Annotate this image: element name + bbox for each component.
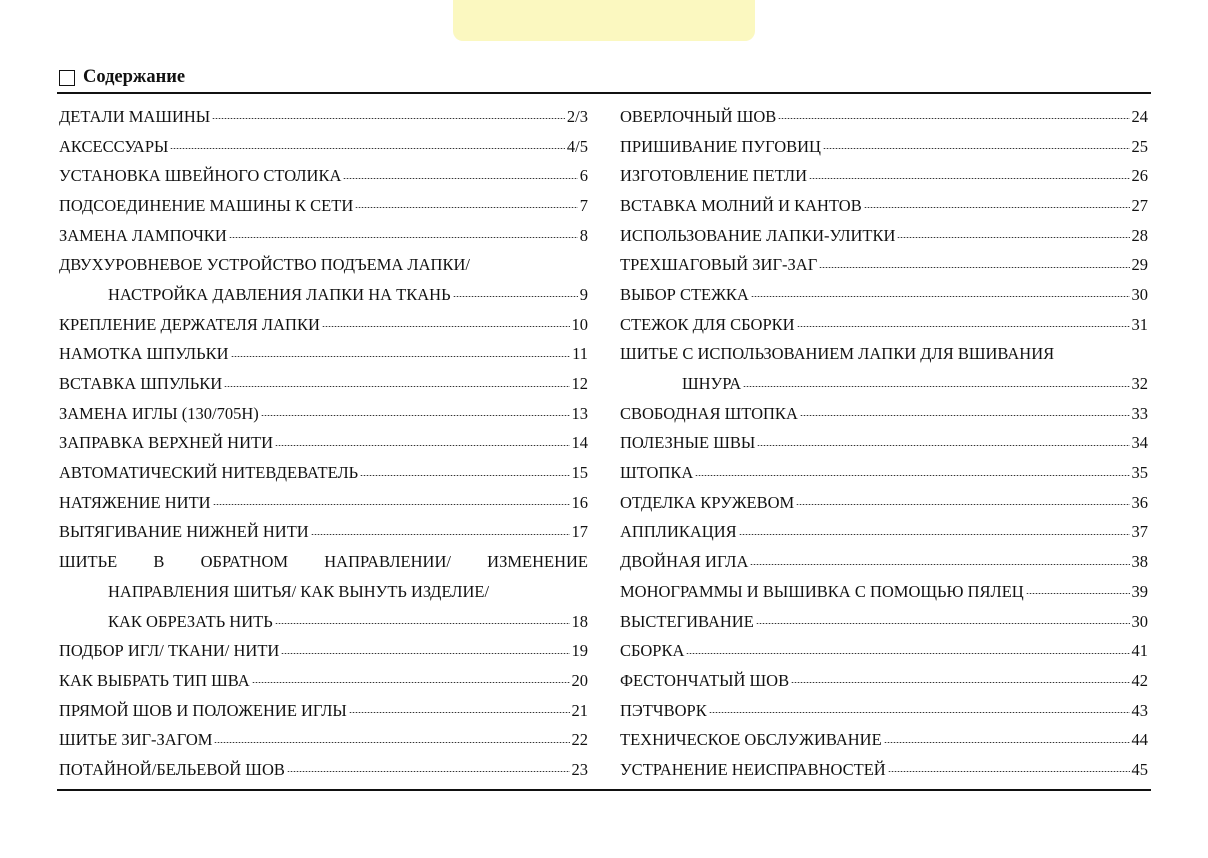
dot-leader <box>819 267 1129 268</box>
toc-entry[interactable] <box>620 399 1148 429</box>
dot-leader <box>750 564 1129 565</box>
dot-leader <box>897 237 1129 238</box>
dot-leader <box>791 682 1129 683</box>
checkbox-square-icon <box>59 70 75 86</box>
toc-entry-page: 33 <box>1131 403 1148 423</box>
page-title: Содержание <box>83 66 186 87</box>
toc-entry-page: 23 <box>571 759 588 779</box>
toc-entry[interactable] <box>620 607 1148 637</box>
toc-entry-page: 19 <box>571 641 588 661</box>
toc-entry-page: 11 <box>572 344 588 364</box>
toc-entry-label: ТЕХНИЧЕСКОЕ ОБСЛУЖИВАНИЕ <box>620 730 882 750</box>
toc-entry-page: 4/5 <box>566 136 588 156</box>
toc-entry-page: 30 <box>1131 611 1148 631</box>
toc-entry[interactable] <box>59 161 588 191</box>
toc-entry-label: ОВЕРЛОЧНЫЙ ШОВ <box>620 106 777 126</box>
toc-entry[interactable] <box>59 636 588 666</box>
toc-entry[interactable] <box>620 280 1148 310</box>
dot-leader <box>229 237 578 238</box>
toc-entry-page: 35 <box>1131 463 1148 483</box>
toc-entry-label: УСТАНОВКА ШВЕЙНОГО СТОЛИКА <box>59 166 342 186</box>
dot-leader <box>823 148 1130 149</box>
dot-leader <box>355 207 577 208</box>
toc-entry-page: 13 <box>571 403 588 423</box>
toc-entry[interactable] <box>620 340 1148 370</box>
toc-entry[interactable] <box>620 488 1148 518</box>
toc-entry-label: ОТДЕЛКА КРУЖЕВОМ <box>620 492 795 512</box>
toc-entry-page: 9 <box>579 284 588 304</box>
toc-entry[interactable] <box>59 696 588 726</box>
toc-entry-label: ИСПОЛЬЗОВАНИЕ ЛАПКИ-УЛИТКИ <box>620 225 896 245</box>
dot-leader <box>311 534 570 535</box>
dot-leader <box>261 415 570 416</box>
contents-heading <box>59 65 185 89</box>
dot-leader <box>214 742 569 743</box>
dot-leader <box>231 356 571 357</box>
toc-entry-page: 36 <box>1131 492 1148 512</box>
toc-entry[interactable] <box>59 132 588 162</box>
dot-leader <box>170 148 565 149</box>
toc-entry-label: ВСТАВКА ШПУЛЬКИ <box>59 374 223 394</box>
toc-entry-page: 45 <box>1131 759 1148 779</box>
dot-leader <box>224 386 569 387</box>
toc-entry[interactable] <box>620 666 1148 696</box>
toc-entry-page: 17 <box>571 522 588 542</box>
toc-entry-page: 16 <box>571 492 588 512</box>
toc-entry[interactable] <box>59 666 588 696</box>
toc-entry[interactable] <box>620 102 1148 132</box>
dot-leader <box>757 445 1129 446</box>
toc-entry[interactable] <box>59 429 588 459</box>
toc-entry[interactable] <box>59 340 588 370</box>
toc-entry-label: ВСТАВКА МОЛНИЙ И КАНТОВ <box>620 195 862 215</box>
toc-entry-label: СТЕЖОК ДЛЯ СБОРКИ <box>620 314 795 334</box>
toc-entry[interactable] <box>620 221 1148 251</box>
toc-entry-page: 34 <box>1131 433 1148 453</box>
toc-entry-label: ШИТЬЕ ЗИГ-ЗАГОМ <box>59 730 213 750</box>
toc-entry-label: ШНУРА <box>682 374 742 394</box>
toc-entry-label: НАМОТКА ШПУЛЬКИ <box>59 344 229 364</box>
toc-entry-label: ПОДСОЕДИНЕНИЕ МАШИНЫ К СЕТИ <box>59 195 354 215</box>
dot-leader <box>252 682 570 683</box>
dot-leader <box>695 475 1129 476</box>
toc-entry[interactable] <box>59 369 588 399</box>
toc-entry-label: СБОРКА <box>620 641 685 661</box>
dot-leader <box>756 623 1130 624</box>
toc-entry[interactable] <box>620 369 1148 399</box>
toc-entry[interactable] <box>59 458 588 488</box>
toc-entry-label: ВЫСТЕГИВАНИЕ <box>620 611 754 631</box>
toc-entry-page: 14 <box>571 433 588 453</box>
toc-entry-page: 42 <box>1131 670 1148 690</box>
toc-entry-page: 39 <box>1131 581 1148 601</box>
toc-entry[interactable] <box>620 696 1148 726</box>
toc-entry-label: ДВОЙНАЯ ИГЛА <box>620 552 749 572</box>
dot-leader <box>751 296 1130 297</box>
toc-entry-page: 27 <box>1131 195 1148 215</box>
toc-entry-label: ПРЯМОЙ ШОВ И ПОЛОЖЕНИЕ ИГЛЫ <box>59 700 347 720</box>
toc-entry-label: НАПРАВЛЕНИЯ ШИТЬЯ/ КАК ВЫНУТЬ ИЗДЕЛИЕ/ <box>108 581 490 601</box>
toc-entry-label: МОНОГРАММЫ И ВЫШИВКА С ПОМОЩЬЮ ПЯЛЕЦ <box>620 581 1024 601</box>
toc-entry-page: 12 <box>571 374 588 394</box>
toc-entry-label: КАК ОБРЕЗАТЬ НИТЬ <box>108 611 273 631</box>
toc-entry-label: СВОБОДНАЯ ШТОПКА <box>620 403 798 423</box>
toc-entry-page: 44 <box>1131 730 1148 750</box>
toc-entry-label: ВЫБОР СТЕЖКА <box>620 284 749 304</box>
toc-entry-page: 8 <box>579 225 588 245</box>
dot-leader <box>809 178 1129 179</box>
toc-entry-page: 21 <box>571 700 588 720</box>
toc-entry[interactable] <box>620 161 1148 191</box>
toc-entry[interactable] <box>59 607 588 637</box>
dot-leader <box>281 653 569 654</box>
toc-entry-page: 37 <box>1131 522 1148 542</box>
toc-entry-label: АВТОМАТИЧЕСКИЙ НИТЕВДЕВАТЕЛЬ <box>59 463 359 483</box>
dot-leader <box>709 712 1130 713</box>
toc-entry[interactable] <box>620 429 1148 459</box>
toc-entry-label: АКСЕССУАРЫ <box>59 136 169 156</box>
toc-entry[interactable] <box>620 518 1148 548</box>
dot-leader <box>739 534 1130 535</box>
dot-leader <box>360 475 569 476</box>
toc-entry-label: ШТОПКА <box>620 463 694 483</box>
toc-entry[interactable] <box>59 280 588 310</box>
dot-leader <box>213 504 570 505</box>
toc-entry[interactable] <box>620 755 1148 785</box>
toc-entry-label: ПЭТЧВОРК <box>620 700 707 720</box>
toc-entry[interactable] <box>59 518 588 548</box>
toc-entry[interactable] <box>59 191 588 221</box>
toc-entry-label: УСТРАНЕНИЕ НЕИСПРАВНОСТЕЙ <box>620 759 886 779</box>
dot-leader <box>797 326 1130 327</box>
toc-entry-label: АППЛИКАЦИЯ <box>620 522 737 542</box>
toc-entry-page: 6 <box>579 166 588 186</box>
toc-entry-label: КАК ВЫБРАТЬ ТИП ШВА <box>59 670 250 690</box>
dot-leader <box>322 326 570 327</box>
toc-entry-label: НАСТРОЙКА ДАВЛЕНИЯ ЛАПКИ НА ТКАНЬ <box>108 284 451 304</box>
toc-entry-page: 30 <box>1131 284 1148 304</box>
dot-leader <box>884 742 1130 743</box>
toc-entry-label: КРЕПЛЕНИЕ ДЕРЖАТЕЛЯ ЛАПКИ <box>59 314 320 334</box>
toc-entry-label: ЗАПРАВКА ВЕРХНЕЙ НИТИ <box>59 433 274 453</box>
toc-entry[interactable] <box>620 725 1148 755</box>
toc-entry[interactable] <box>59 399 588 429</box>
bottom-divider <box>57 789 1151 791</box>
dot-leader <box>743 386 1129 387</box>
toc-entry[interactable] <box>59 725 588 755</box>
dot-leader <box>888 771 1130 772</box>
toc-entry-page: 15 <box>571 463 588 483</box>
toc-entry-page: 28 <box>1131 225 1148 245</box>
dot-leader <box>796 504 1129 505</box>
dot-leader <box>864 207 1130 208</box>
toc-entry-page: 2/3 <box>566 106 588 126</box>
toc-entry-label: ТРЕХШАГОВЫЙ ЗИГ-ЗАГ <box>620 255 818 275</box>
toc-entry-label: ПРИШИВАНИЕ ПУГОВИЦ <box>620 136 821 156</box>
toc-entry[interactable] <box>59 102 588 132</box>
dot-leader <box>800 415 1130 416</box>
toc-entry-label: ПОДБОР ИГЛ/ ТКАНИ/ НИТИ <box>59 641 280 661</box>
toc-entry-page: 18 <box>571 611 588 631</box>
dot-leader <box>453 296 578 297</box>
dot-leader <box>275 445 569 446</box>
toc-entry-page: 31 <box>1131 314 1148 334</box>
toc-entry[interactable] <box>620 636 1148 666</box>
toc-entry-label: ФЕСТОНЧАТЫЙ ШОВ <box>620 670 790 690</box>
toc-entry-label: ЗАМЕНА ЛАМПОЧКИ <box>59 225 227 245</box>
toc-entry-page: 38 <box>1131 552 1148 572</box>
toc-entry-page: 20 <box>571 670 588 690</box>
toc-entry-label: ВЫТЯГИВАНИЕ НИЖНЕЙ НИТИ <box>59 522 309 542</box>
toc-entry-label: НАТЯЖЕНИЕ НИТИ <box>59 492 211 512</box>
toc-entry-label: ЗАМЕНА ИГЛЫ (130/705H) <box>59 403 259 423</box>
toc-entry-page: 41 <box>1131 641 1148 661</box>
dot-leader <box>287 771 570 772</box>
toc-entry-page: 26 <box>1131 166 1148 186</box>
toc-entry-label: ДЕТАЛИ МАШИНЫ <box>59 106 211 126</box>
toc-entry-page: 25 <box>1131 136 1148 156</box>
toc-entry[interactable] <box>59 310 588 340</box>
toc-entry-label: ДВУХУРОВНЕВОЕ УСТРОЙСТВО ПОДЪЕМА ЛАПКИ/ <box>59 255 470 275</box>
top-divider <box>57 92 1151 94</box>
toc-entry[interactable] <box>59 250 588 280</box>
toc-entry-label: ПОТАЙНОЙ/БЕЛЬЕВОЙ ШОВ <box>59 759 285 779</box>
toc-entry[interactable] <box>620 310 1148 340</box>
toc-entry-label: ПОЛЕЗНЫЕ ШВЫ <box>620 433 756 453</box>
dot-leader <box>778 118 1129 119</box>
toc-entry-page: 22 <box>571 730 588 750</box>
toc-entry-page: 24 <box>1131 106 1148 126</box>
dot-leader <box>275 623 570 624</box>
dot-leader <box>212 118 565 119</box>
toc-entry[interactable] <box>620 547 1148 577</box>
toc-right-column <box>620 102 1148 785</box>
toc-entry[interactable] <box>59 755 588 785</box>
toc-entry[interactable] <box>620 458 1148 488</box>
toc-entry[interactable] <box>59 547 588 577</box>
dot-leader <box>343 178 577 179</box>
toc-entry[interactable] <box>59 577 588 607</box>
dot-leader <box>1026 593 1130 594</box>
dot-leader <box>349 712 570 713</box>
toc-entry-page: 10 <box>571 314 588 334</box>
toc-entry-label: ШИТЬЕ С ИСПОЛЬЗОВАНИЕМ ЛАПКИ ДЛЯ ВШИВАНИЯ <box>620 344 1055 364</box>
note-tab <box>453 0 755 41</box>
toc-entry-page: 7 <box>579 195 588 215</box>
toc-entry[interactable] <box>59 488 588 518</box>
toc-entry-page: 43 <box>1131 700 1148 720</box>
toc-entry-page: 29 <box>1131 255 1148 275</box>
toc-entry[interactable] <box>620 250 1148 280</box>
toc-entry-label: ШИТЬЕ В ОБРАТНОМ НАПРАВЛЕНИИ/ ИЗМЕНЕНИЕ <box>59 552 588 572</box>
toc-entry-page: 32 <box>1131 374 1148 394</box>
toc-entry[interactable] <box>620 577 1148 607</box>
toc-entry[interactable] <box>59 221 588 251</box>
toc-entry[interactable] <box>620 132 1148 162</box>
toc-entry[interactable] <box>620 191 1148 221</box>
toc-entry-label: ИЗГОТОВЛЕНИЕ ПЕТЛИ <box>620 166 808 186</box>
toc-left-column <box>59 102 588 785</box>
dot-leader <box>686 653 1129 654</box>
